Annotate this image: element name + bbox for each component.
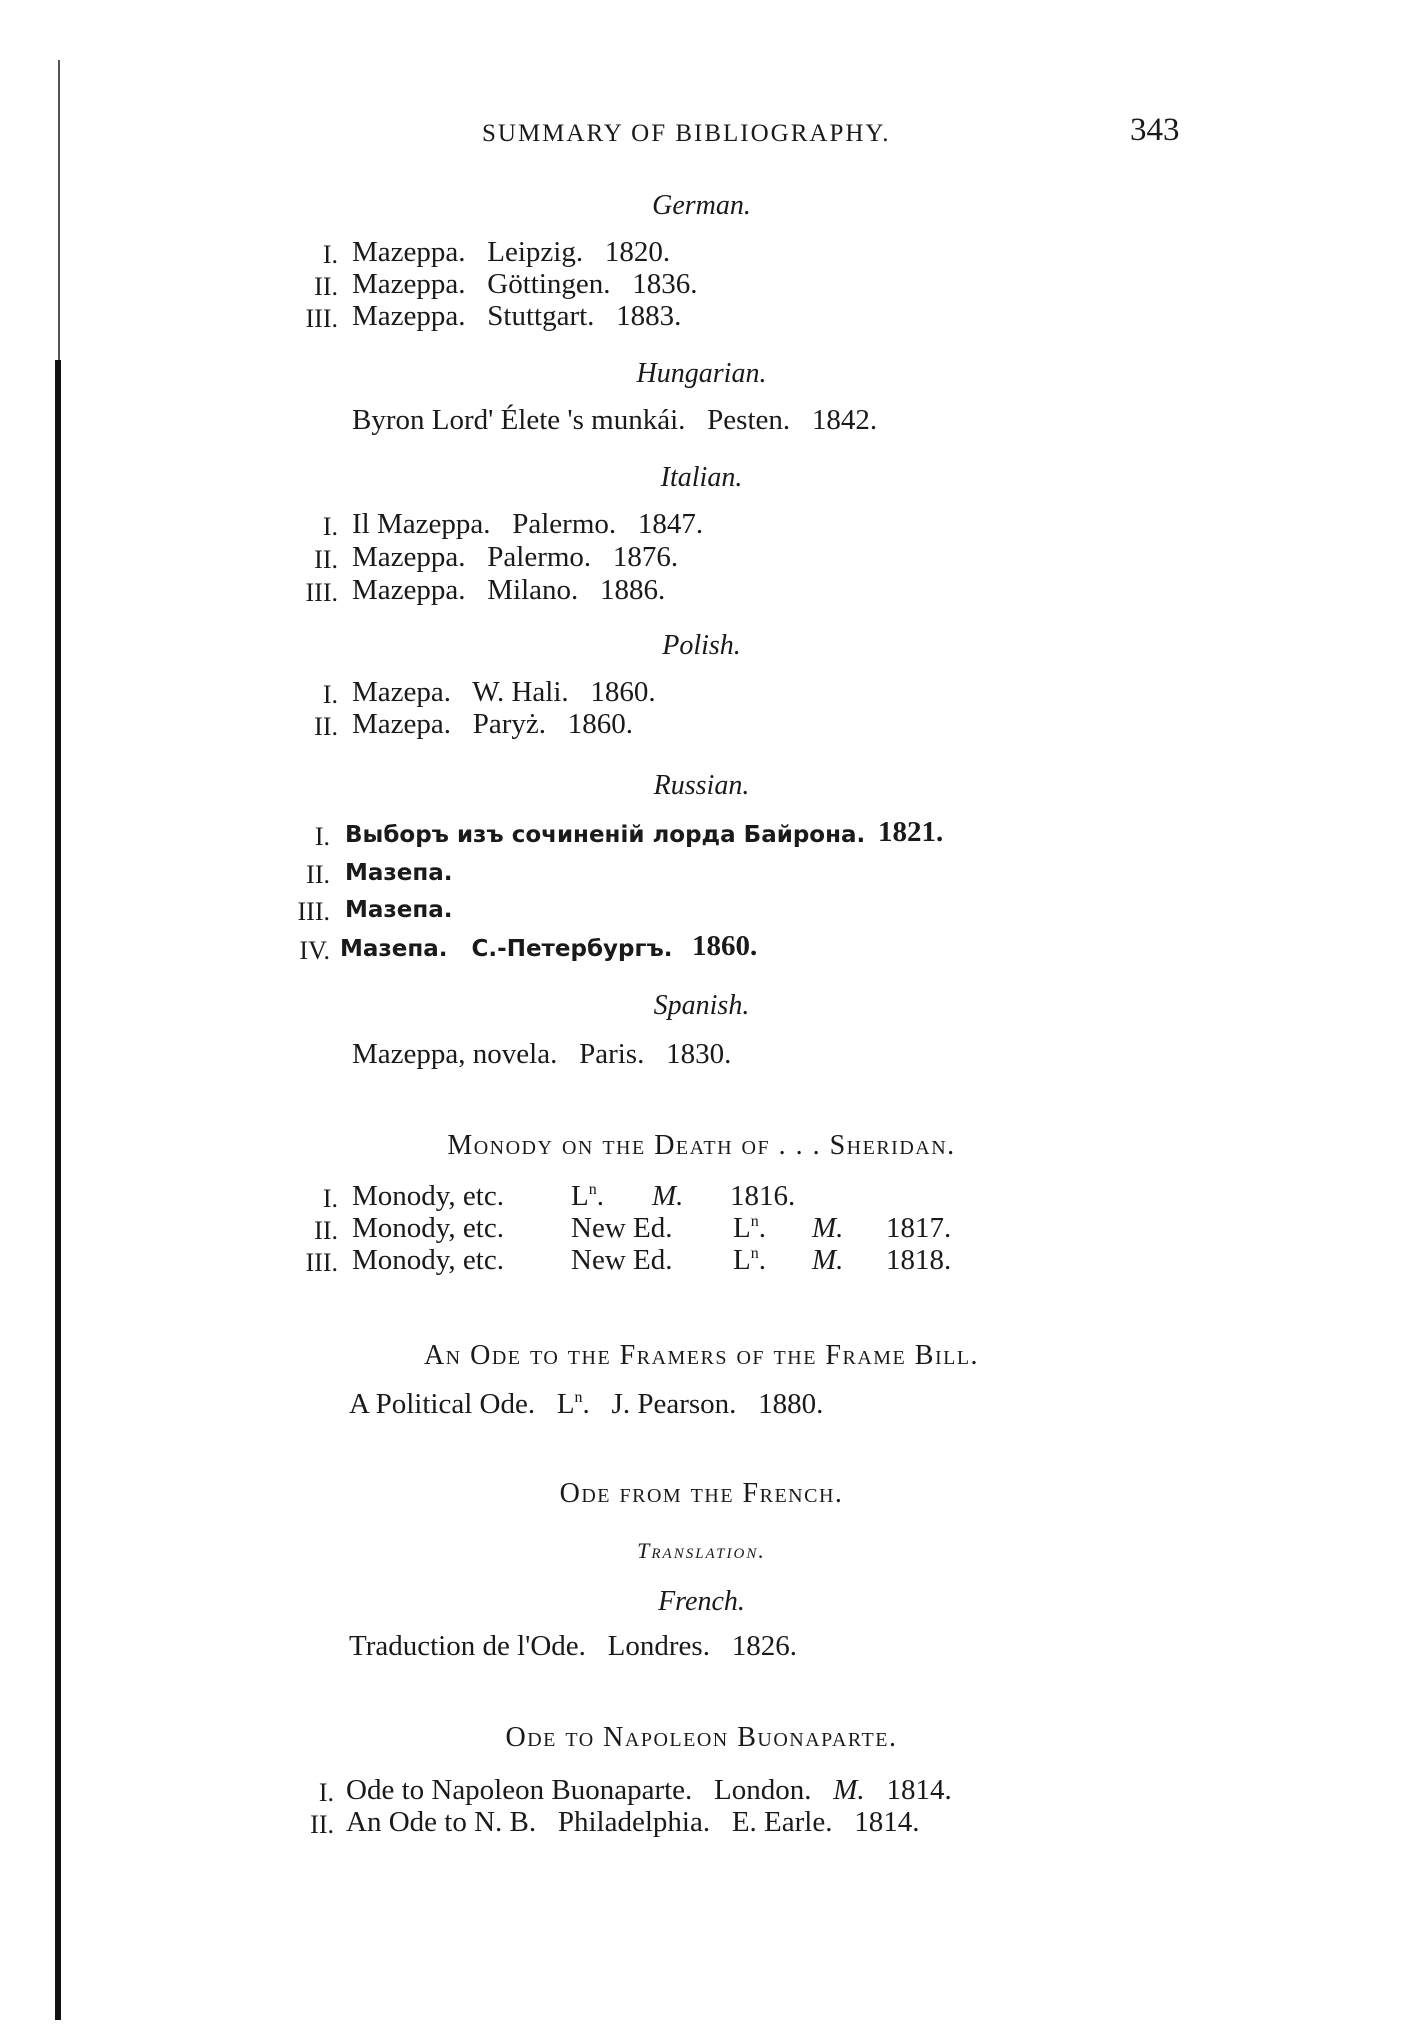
item-text: Mazeppa. Stuttgart. 1883. bbox=[352, 300, 682, 332]
item-publisher: M. bbox=[812, 1244, 844, 1276]
item-edition: New Ed. bbox=[571, 1212, 673, 1244]
item-year: 1860. bbox=[692, 930, 758, 962]
item-publisher: M. bbox=[812, 1212, 844, 1244]
item-number: I. bbox=[322, 1184, 338, 1213]
item-number: III. bbox=[305, 1248, 338, 1277]
item-number: II. bbox=[314, 1216, 338, 1245]
item-text: Mazeppa. Göttingen. 1836. bbox=[352, 268, 698, 300]
item-place: $L^n$. bbox=[733, 1212, 766, 1244]
heading-french: French. bbox=[658, 1586, 745, 1617]
item-number: III. bbox=[305, 304, 338, 333]
item-year: 1818. bbox=[886, 1244, 952, 1276]
item-number: III. bbox=[297, 897, 330, 926]
page-number: 343 bbox=[1130, 112, 1180, 148]
heading-polish: Polish. bbox=[662, 630, 741, 661]
heading-german: German. bbox=[652, 190, 751, 221]
item-edition: New Ed. bbox=[571, 1244, 673, 1276]
ode-framers-entry: A Political Ode. $L^n$. J. Pearson. 1880. bbox=[349, 1388, 824, 1420]
item-year: 1817. bbox=[886, 1212, 952, 1244]
heading-ode-framers: An Ode to the Framers of the Frame Bill. bbox=[423, 1340, 980, 1371]
binding-shadow-thick bbox=[55, 360, 61, 2020]
heading-italian: Italian. bbox=[660, 462, 743, 493]
item-number: I. bbox=[322, 240, 338, 269]
item-text: Мазепа. bbox=[345, 860, 453, 886]
heading-spanish: Spanish. bbox=[653, 990, 750, 1021]
item-place: $L^n$. bbox=[733, 1244, 766, 1276]
item-number: III. bbox=[305, 578, 338, 607]
item-year: 1816. bbox=[730, 1180, 796, 1212]
item-text: An Ode to N. B. Philadelphia. E. Earle. 1814. bbox=[346, 1806, 920, 1838]
item-number: II. bbox=[314, 545, 338, 574]
item-title: Monody, etc. bbox=[352, 1180, 504, 1212]
item-text: Выборъ изъ сочиненій лорда Байрона. bbox=[345, 822, 866, 848]
item-number: I. bbox=[322, 680, 338, 709]
heading-monody: Monody on the Death of . . . Sheridan. bbox=[447, 1130, 956, 1161]
item-number: I. bbox=[318, 1778, 334, 1807]
subheading-translation: Translation. bbox=[637, 1538, 766, 1563]
item-text: Mazeppa. Palermo. 1876. bbox=[352, 541, 679, 573]
item-place: $L^n$. bbox=[571, 1180, 604, 1212]
item-number: I. bbox=[314, 822, 330, 851]
item-text: Мазепа. bbox=[345, 897, 453, 923]
item-text: Mazepa. Paryż. 1860. bbox=[352, 708, 634, 740]
item-title: Monody, etc. bbox=[352, 1244, 504, 1276]
item-number: II. bbox=[306, 860, 330, 889]
item-text: Мазепа. С.-Петербургъ. bbox=[340, 936, 673, 962]
item-number: II. bbox=[314, 712, 338, 741]
heading-russian: Russian. bbox=[653, 770, 750, 801]
item-number: II. bbox=[310, 1810, 334, 1839]
item-number: IV. bbox=[299, 936, 330, 965]
running-head: SUMMARY OF BIBLIOGRAPHY. bbox=[482, 120, 891, 147]
item-number: I. bbox=[322, 512, 338, 541]
heading-ode-french: Ode from the French. bbox=[559, 1478, 844, 1509]
item-number: II. bbox=[314, 272, 338, 301]
heading-hungarian: Hungarian. bbox=[636, 358, 767, 389]
item-title: Monody, etc. bbox=[352, 1212, 504, 1244]
item-text: Mazepa. W. Hali. 1860. bbox=[352, 676, 656, 708]
hungarian-entry: Byron Lord' Élete 's munkái. Pesten. 1842. bbox=[352, 404, 878, 436]
item-text: Ode to Napoleon Buonaparte. London. M. 1814. bbox=[346, 1774, 952, 1806]
item-text: Mazeppa. Milano. 1886. bbox=[352, 574, 666, 606]
item-publisher: M. bbox=[652, 1180, 684, 1212]
item-text: Il Mazeppa. Palermo. 1847. bbox=[352, 508, 704, 540]
spanish-entry: Mazeppa, novela. Paris. 1830. bbox=[352, 1038, 732, 1070]
item-year: 1821. bbox=[878, 816, 944, 848]
heading-ode-napoleon: Ode to Napoleon Buonaparte. bbox=[505, 1722, 898, 1753]
ode-french-entry: Traduction de l'Ode. Londres. 1826. bbox=[349, 1630, 797, 1662]
item-text: Mazeppa. Leipzig. 1820. bbox=[352, 236, 671, 268]
